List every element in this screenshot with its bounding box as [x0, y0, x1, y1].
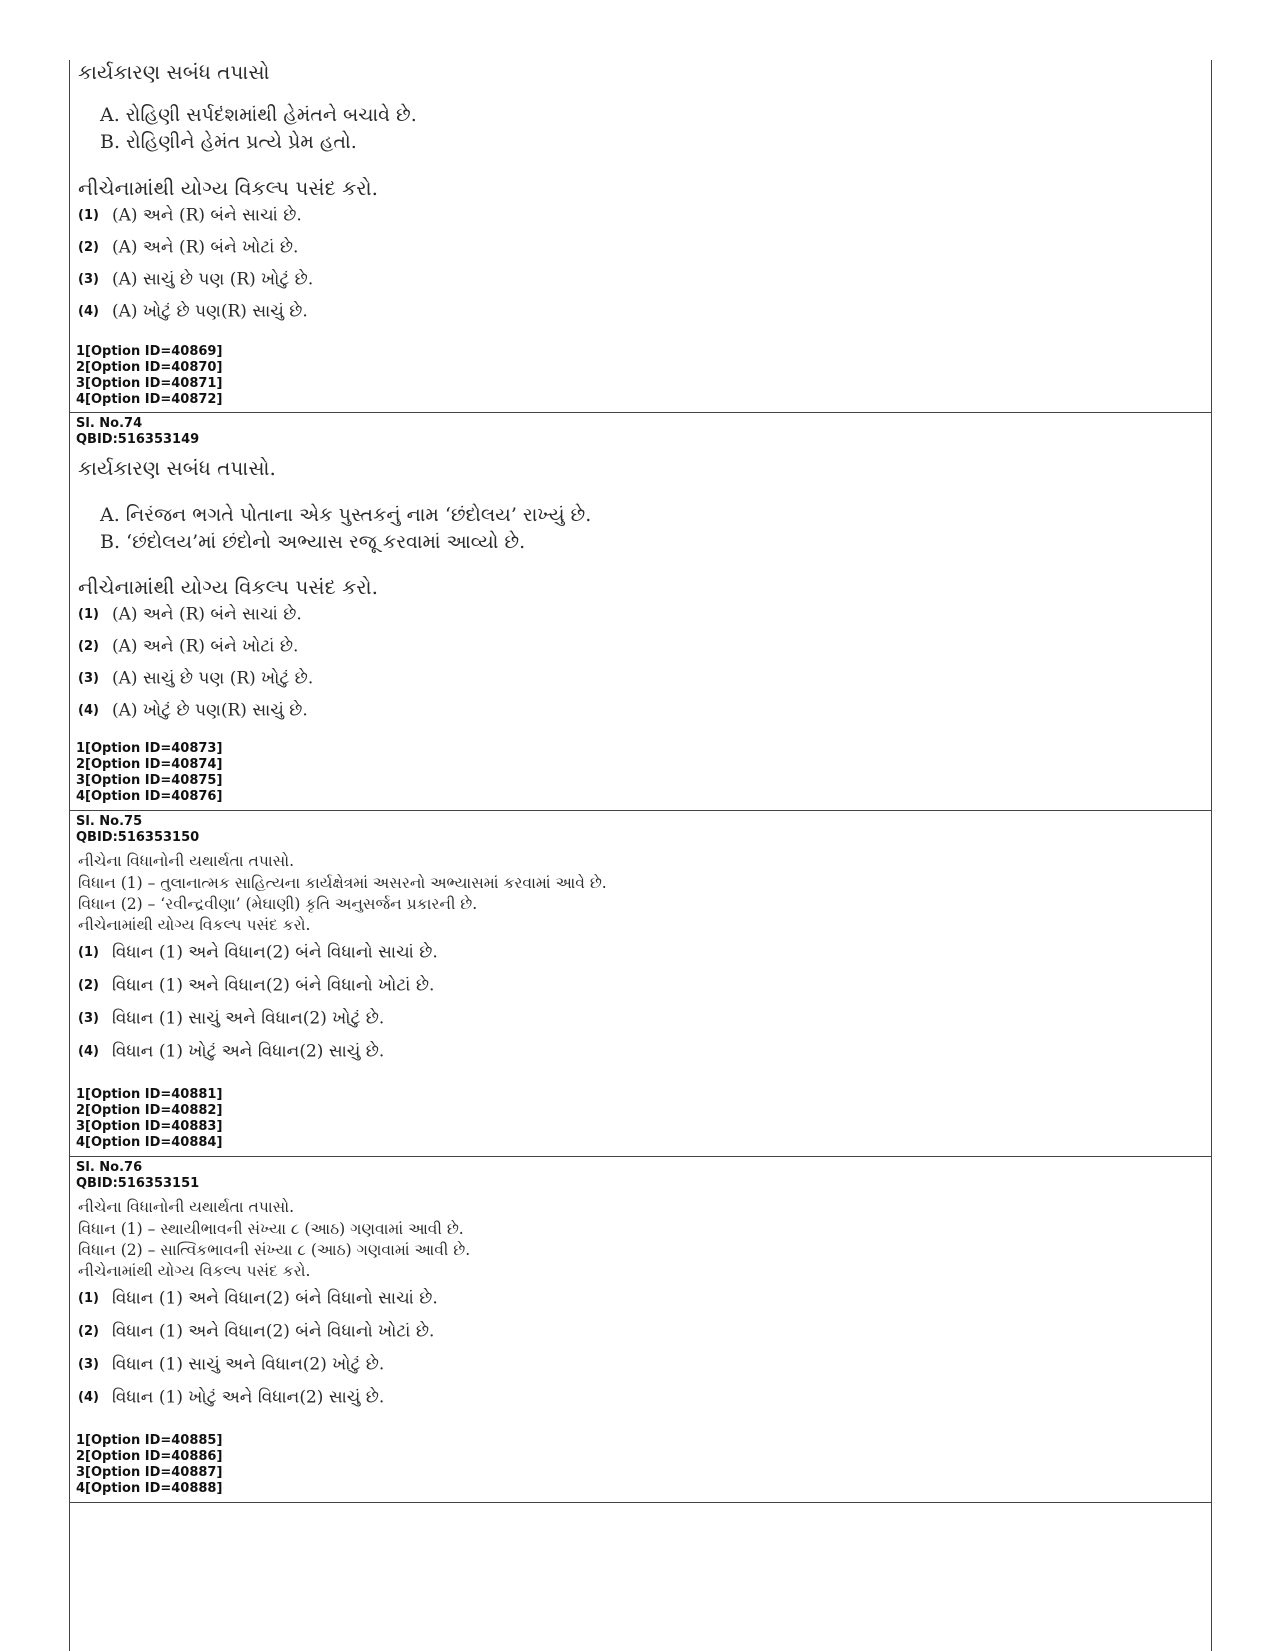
- option-4[interactable]: [78, 1041, 384, 1065]
- option-number: (1): [78, 1291, 99, 1306]
- statement-1: વિધાન (1) – તુલાનાત્મક સાહિત્યના કાર્યક્ષેત્રમાં અસરનો અભ્યાસમાં કરવામાં આવે છે.: [78, 874, 607, 892]
- question-instruction: નીચેનામાંથી યોગ્ય વિકલ્પ પસંદ કરો.: [78, 916, 311, 934]
- option-text: (A) સાચું છે પણ (R) ખોટું છે.: [112, 269, 314, 290]
- option-2[interactable]: [78, 975, 434, 999]
- serial-number: Sl. No.74: [76, 416, 143, 431]
- option-id-list: [76, 344, 222, 408]
- option-id: 3[Option ID=40887]: [76, 1465, 223, 1480]
- option-id: 2[Option ID=40874]: [76, 757, 223, 772]
- option-number: (2): [78, 240, 99, 255]
- statement-1: વિધાન (1) – સ્થાયીભાવની સંખ્યા ૮ (આઠ) ગણવામાં આવી છે.: [78, 1220, 464, 1238]
- option-id: 4[Option ID=40872]: [76, 392, 223, 407]
- question-divider: [70, 1502, 1211, 1503]
- option-text: વિધાન (1) અને વિધાન(2) બંને વિધાનો સાચાં છે.: [112, 1288, 438, 1309]
- option-text: વિધાન (1) ખોટું અને વિધાન(2) સાચું છે.: [112, 1041, 385, 1062]
- option-number: (4): [78, 703, 99, 718]
- option-id: 4[Option ID=40884]: [76, 1135, 223, 1150]
- option-3[interactable]: [78, 1354, 384, 1378]
- option-1[interactable]: [78, 205, 302, 229]
- question-line: નીચેના વિધાનોની યથાર્થતા તપાસો.: [78, 852, 295, 870]
- option-text: વિધાન (1) સાચું અને વિધાન(2) ખોટું છે.: [112, 1008, 385, 1029]
- option-id: 1[Option ID=40869]: [76, 344, 223, 359]
- statement-a: A. રોહિણી સર્પદંશમાંથી હેમંતને બચાવે છે.: [100, 104, 417, 126]
- question-instruction: નીચેનામાંથી યોગ્ય વિકલ્પ પસંદ કરો.: [78, 176, 378, 200]
- question-divider: [70, 810, 1211, 811]
- option-number: (2): [78, 639, 99, 654]
- option-number: (2): [78, 978, 99, 993]
- question-prompt: કાર્યકારણ સબંધ તપાસો.: [78, 456, 276, 480]
- option-id: 2[Option ID=40886]: [76, 1449, 223, 1464]
- question-divider: [70, 412, 1211, 413]
- option-id: 3[Option ID=40871]: [76, 376, 223, 391]
- option-id-list: [76, 1433, 222, 1497]
- option-id: 2[Option ID=40882]: [76, 1103, 223, 1118]
- option-4[interactable]: [78, 301, 308, 325]
- option-number: (4): [78, 304, 99, 319]
- serial-number: Sl. No.76: [76, 1160, 143, 1175]
- statement-b: B. ‘છંદોલય’માં છંદોનો અભ્યાસ રજૂ કરવામાં આવ્યો છે.: [100, 531, 526, 553]
- option-text: (A) અને (R) બંને ખોટાં છે.: [112, 636, 299, 657]
- option-text: વિધાન (1) અને વિધાન(2) બંને વિધાનો ખોટાં છે.: [112, 1321, 435, 1342]
- statement-a: A. નિરંજન ભગતે પોતાના એક પુસ્તકનું નામ ‘છંદોલય’ રાખ્યું છે.: [100, 504, 592, 526]
- serial-number: Sl. No.75: [76, 814, 143, 829]
- question-instruction: નીચેનામાંથી યોગ્ય વિકલ્પ પસંદ કરો.: [78, 575, 378, 599]
- option-number: (1): [78, 945, 99, 960]
- option-text: (A) અને (R) બંને ખોટાં છે.: [112, 237, 299, 258]
- statement-2: વિધાન (2) – ‘રવીન્દ્રવીણા’ (મેઘાણી) કૃતિ અનુસર્જન પ્રકારની છે.: [78, 895, 478, 913]
- option-text: (A) અને (R) બંને સાચાં છે.: [112, 205, 302, 226]
- option-id: 3[Option ID=40875]: [76, 773, 223, 788]
- option-number: (4): [78, 1390, 99, 1405]
- option-id-list: [76, 741, 222, 805]
- option-text: વિધાન (1) ખોટું અને વિધાન(2) સાચું છે.: [112, 1387, 385, 1408]
- option-number: (3): [78, 272, 99, 287]
- option-id: 2[Option ID=40870]: [76, 360, 223, 375]
- option-number: (2): [78, 1324, 99, 1339]
- option-number: (1): [78, 208, 99, 223]
- option-id: 4[Option ID=40888]: [76, 1481, 223, 1496]
- option-number: (3): [78, 1357, 99, 1372]
- question-instruction: નીચેનામાંથી યોગ્ય વિકલ્પ પસંદ કરો.: [78, 1262, 311, 1280]
- option-number: (3): [78, 671, 99, 686]
- option-4[interactable]: [78, 700, 308, 724]
- option-2[interactable]: [78, 237, 298, 261]
- option-text: (A) ખોટું છે પણ(R) સાચું છે.: [112, 301, 308, 322]
- question-line: નીચેના વિધાનોની યથાર્થતા તપાસો.: [78, 1198, 295, 1216]
- question-sheet: [69, 60, 1212, 1651]
- option-text: વિધાન (1) અને વિધાન(2) બંને વિધાનો ખોટાં છે.: [112, 975, 435, 996]
- option-3[interactable]: [78, 1008, 384, 1032]
- option-2[interactable]: [78, 1321, 434, 1345]
- question-prompt: કાર્યકારણ સબંધ તપાસો: [78, 60, 270, 84]
- option-text: વિધાન (1) સાચું અને વિધાન(2) ખોટું છે.: [112, 1354, 385, 1375]
- option-id: 3[Option ID=40883]: [76, 1119, 223, 1134]
- option-id: 1[Option ID=40885]: [76, 1433, 223, 1448]
- option-number: (1): [78, 607, 99, 622]
- option-id: 1[Option ID=40873]: [76, 741, 223, 756]
- option-1[interactable]: [78, 1288, 438, 1312]
- option-number: (3): [78, 1011, 99, 1026]
- option-1[interactable]: [78, 942, 438, 966]
- option-text: (A) ખોટું છે પણ(R) સાચું છે.: [112, 700, 308, 721]
- option-id: 1[Option ID=40881]: [76, 1087, 223, 1102]
- question-divider: [70, 1156, 1211, 1157]
- option-number: (4): [78, 1044, 99, 1059]
- statement-b: B. રોહિણીને હેમંત પ્રત્યે પ્રેમ હતો.: [100, 131, 357, 153]
- option-2[interactable]: [78, 636, 298, 660]
- statement-2: વિધાન (2) – સાત્વિકભાવની સંખ્યા ૮ (આઠ) ગણવામાં આવી છે.: [78, 1241, 471, 1259]
- option-id: 4[Option ID=40876]: [76, 789, 223, 804]
- option-1[interactable]: [78, 604, 302, 628]
- option-text: વિધાન (1) અને વિધાન(2) બંને વિધાનો સાચાં છે.: [112, 942, 438, 963]
- qbid: QBID:516353149: [76, 432, 200, 447]
- option-id-list: [76, 1087, 222, 1151]
- option-3[interactable]: [78, 269, 313, 293]
- option-3[interactable]: [78, 668, 313, 692]
- qbid: QBID:516353151: [76, 1176, 200, 1191]
- option-text: (A) અને (R) બંને સાચાં છે.: [112, 604, 302, 625]
- option-text: (A) સાચું છે પણ (R) ખોટું છે.: [112, 668, 314, 689]
- qbid: QBID:516353150: [76, 830, 200, 845]
- option-4[interactable]: [78, 1387, 384, 1411]
